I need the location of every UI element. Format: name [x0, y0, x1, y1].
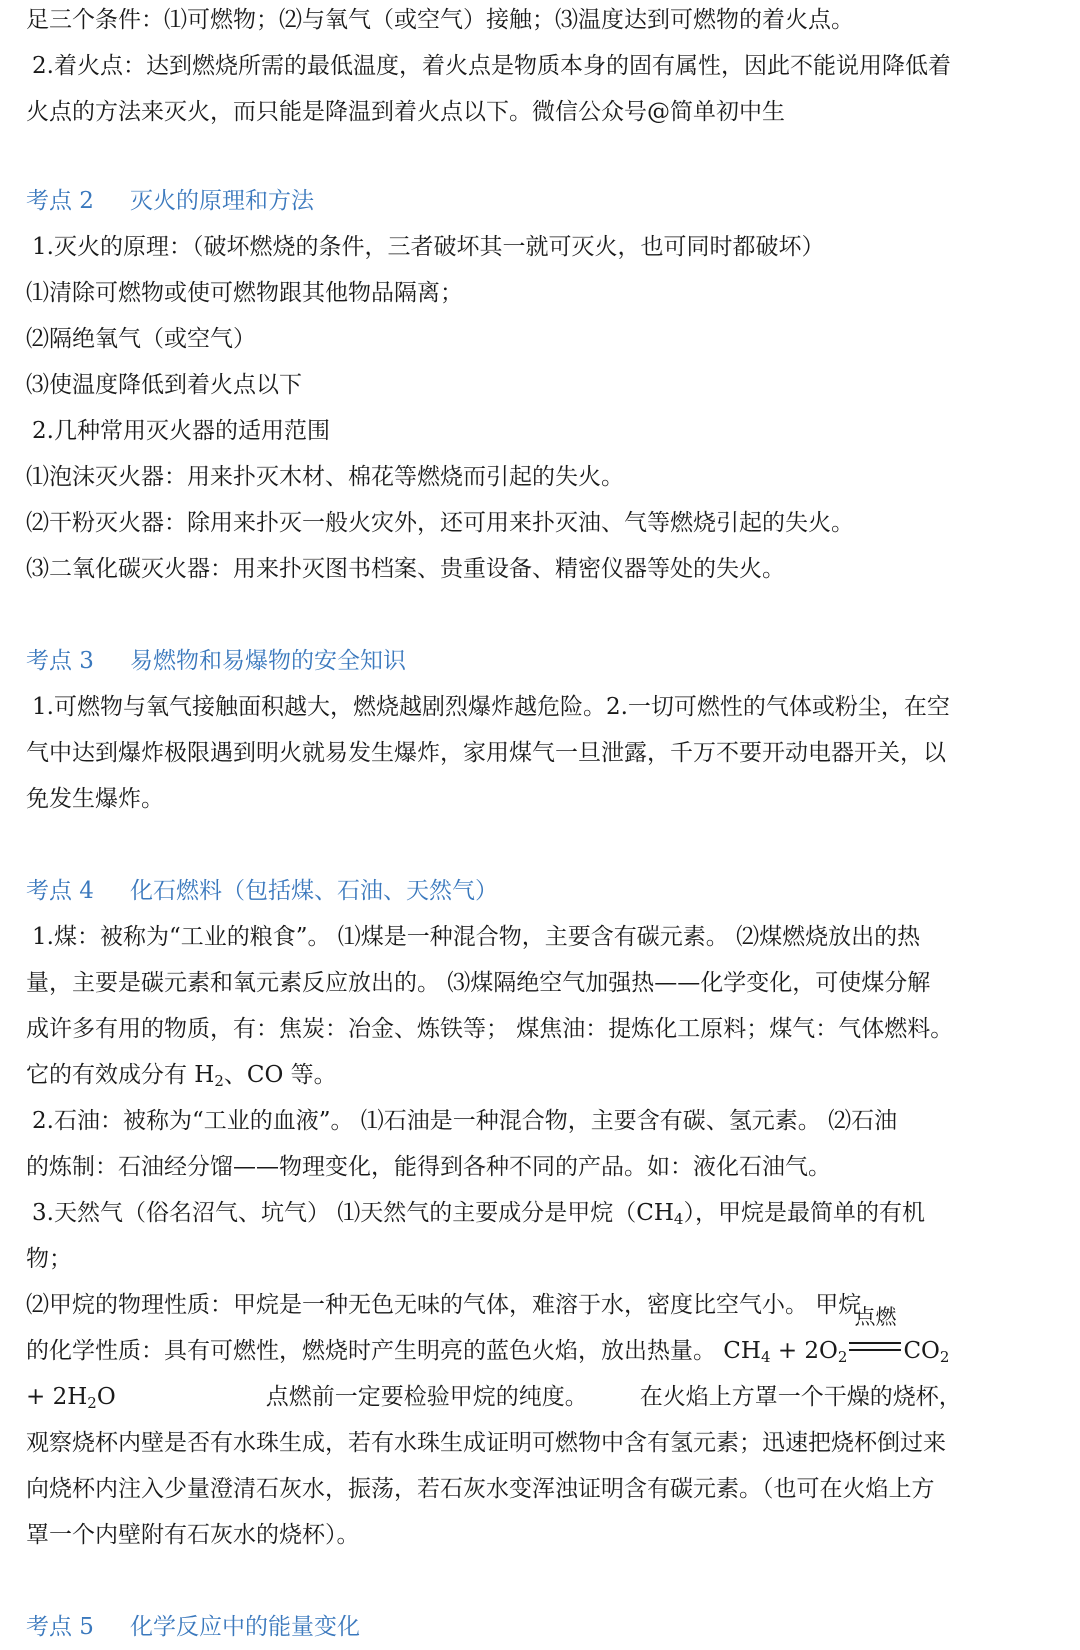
section-2-title: 灭火的原理和方法: [130, 188, 314, 214]
section-2-line: ⑵隔绝氧气（或空气）: [26, 326, 256, 352]
text: 在火焰上方罩一个干燥的烧杯，: [639, 1384, 962, 1410]
section-4-line: 1.煤：被称为“工业的粮食”。 ⑴煤是一种混合物，主要含有碳元素。 ⑵煤燃烧放出的热: [32, 924, 921, 950]
section-4-heading: [26, 868, 1046, 914]
section-2-line: ⑵干粉灭火器：除用来扑灭一般火灾外，还可用来扑灭油、气等燃烧引起的失火。: [26, 510, 854, 536]
section-2-line: ⑶使温度降低到着火点以下: [26, 372, 302, 398]
text: + 2O: [770, 1338, 838, 1364]
section-4-line: 向烧杯内注入少量澄清石灰水，振荡，若石灰水变浑浊证明含有碳元素。（也可在火焰上方: [26, 1476, 935, 1502]
subscript: 2: [939, 1348, 950, 1366]
section-4-title: 化石燃料（包括煤、石油、天然气）: [130, 878, 498, 904]
section-3-heading: [26, 638, 1046, 684]
document-page: [26, 0, 1046, 1650]
section-4-line: 物；: [26, 1246, 72, 1272]
section-4-line: [26, 1374, 1046, 1420]
subscript: 2: [214, 1072, 224, 1090]
section-2-line: 2.几种常用灭火器的适用范围: [32, 418, 330, 444]
subscript: 2: [87, 1394, 97, 1412]
section-4-line: 量，主要是碳元素和氧元素反应放出的。 ⑶煤隔绝空气加强热——化学变化，可使煤分解: [26, 970, 931, 996]
text: + 2H: [26, 1384, 88, 1410]
text: 的化学性质：具有可燃性，燃烧时产生明亮的蓝色火焰，放出热量。 CH: [26, 1338, 761, 1364]
subscript: 4: [673, 1210, 684, 1228]
intro-line-1: 足三个条件：⑴可燃物；⑵与氧气（或空气）接触；⑶温度达到可燃物的着火点。: [26, 7, 854, 33]
section-5-number: 考点 5: [26, 1614, 94, 1640]
reaction-condition-sign: [847, 1305, 903, 1374]
text: CO: [903, 1338, 940, 1364]
text: 3.天然气（俗名沼气、坑气） ⑴天然气的主要成分是甲烷（CH: [32, 1200, 674, 1226]
section-2-line: ⑶二氧化碳灭火器：用来扑灭图书档案、贵重设备、精密仪器等处的失火。: [26, 556, 785, 582]
equals-sign: [849, 1342, 901, 1351]
section-3-line: 免发生爆炸。: [26, 786, 164, 812]
section-3-number: 考点 3: [26, 648, 94, 674]
section-2-number: 考点 2: [26, 188, 94, 214]
section-4-number: 考点 4: [26, 878, 94, 904]
text: 点燃前一定要检验甲烷的纯度。: [265, 1384, 588, 1410]
intro-line-3: 火点的方法来灭火，而只能是降温到着火点以下。微信公众号@简单初中生: [26, 99, 785, 125]
section-4-line: ⑵甲烷的物理性质：甲烷是一种无色无味的气体，难溶于水，密度比空气小。 甲烷: [26, 1292, 862, 1318]
subscript: 2: [837, 1348, 848, 1366]
section-4-line: [26, 1052, 1046, 1098]
section-4-line: 成许多有用的物质，有：焦炭：冶金、炼铁等； 煤焦油：提炼化工原料；煤气：气体燃料。: [26, 1016, 954, 1042]
subscript: 4: [760, 1348, 771, 1366]
section-4-line: 罩一个内壁附有石灰水的烧杯）。: [26, 1522, 360, 1548]
section-3-line: 1.可燃物与氧气接触面积越大，燃烧越剧烈爆炸越危险。2.一切可燃性的气体或粉尘，在空: [32, 694, 950, 720]
text: O: [96, 1384, 116, 1410]
section-4-line: 2.石油：被称为“工业的血液”。 ⑴石油是一种混合物，主要含有碳、氢元素。 ⑵石油: [32, 1108, 898, 1134]
section-5-title: 化学反应中的能量变化: [130, 1614, 360, 1640]
section-2-line: ⑴清除可燃物或使可燃物跟其他物品隔离；: [26, 280, 463, 306]
reaction-condition: 点燃: [854, 1305, 897, 1329]
section-4-line: [26, 1190, 1046, 1236]
text: ），甲烷是最简单的有机: [683, 1200, 925, 1226]
intro-line-2: 2.着火点：达到燃烧所需的最低温度，着火点是物质本身的固有属性，因此不能说用降低着: [32, 53, 951, 79]
section-4-line: 观察烧杯内壁是否有水珠生成，若有水珠生成证明可燃物中含有氢元素；迅速把烧杯倒过来: [26, 1430, 946, 1456]
section-2-heading: [26, 178, 1046, 224]
section-3-line: 气中达到爆炸极限遇到明火就易发生爆炸，家用煤气一旦泄露，千万不要开动电器开关，以: [26, 740, 946, 766]
section-4-line: 的炼制：石油经分馏——物理变化，能得到各种不同的产品。如：液化石油气。: [26, 1154, 831, 1180]
section-2-line: ⑴泡沫灭火器：用来扑灭木材、棉花等燃烧而引起的失火。: [26, 464, 624, 490]
section-2-line: 1.灭火的原理：（破坏燃烧的条件，三者破坏其一就可灭火，也可同时都破坏）: [32, 234, 825, 260]
text: 、CO 等。: [223, 1062, 337, 1088]
text: 它的有效成分有 H: [26, 1062, 215, 1088]
section-5-heading: [26, 1604, 1046, 1650]
section-3-title: 易燃物和易爆物的安全知识: [130, 648, 406, 674]
